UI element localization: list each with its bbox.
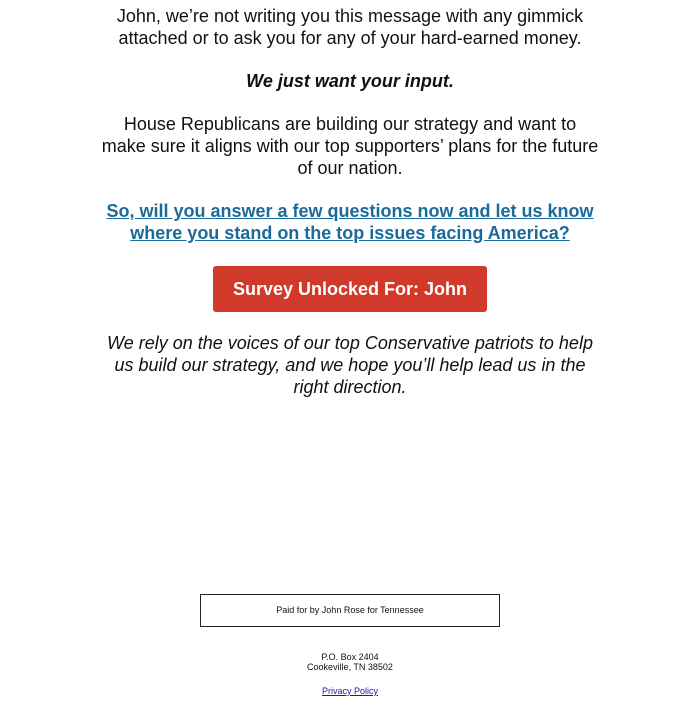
intro-paragraph: John, we’re not writing you this message with any gimmick attached or to ask you for any of your hard-earned money.	[116, 6, 584, 48]
email-body	[100, 5, 600, 398]
privacy-container	[200, 686, 500, 696]
survey-unlocked-button[interactable]: Survey Unlocked For: John	[213, 266, 487, 312]
survey-link-paragraph	[100, 200, 600, 244]
cta-container	[100, 266, 600, 312]
address-line-1: P.O. Box 2404	[321, 652, 379, 662]
address-line-2: Cookeville, TN 38502	[307, 662, 393, 672]
closing-paragraph: We rely on the voices of our top Conservative patriots to help us build our strategy, and we hope you’ll help lead us in the right direction.	[107, 333, 593, 397]
emphasis-paragraph: We just want your input.	[246, 71, 454, 91]
strategy-paragraph: House Republicans are building our strategy and want to make sure it aligns with our top supporters’ plans for the future of our nation.	[101, 114, 599, 178]
privacy-policy-link[interactable]: Privacy Policy	[321, 686, 378, 696]
paid-for-disclaimer: Paid for by John Rose for Tennessee	[200, 594, 500, 627]
survey-link[interactable]: So, will you answer a few questions now and let us know where you stand on the top issues facing America?	[106, 201, 594, 243]
mailing-address	[200, 652, 500, 672]
